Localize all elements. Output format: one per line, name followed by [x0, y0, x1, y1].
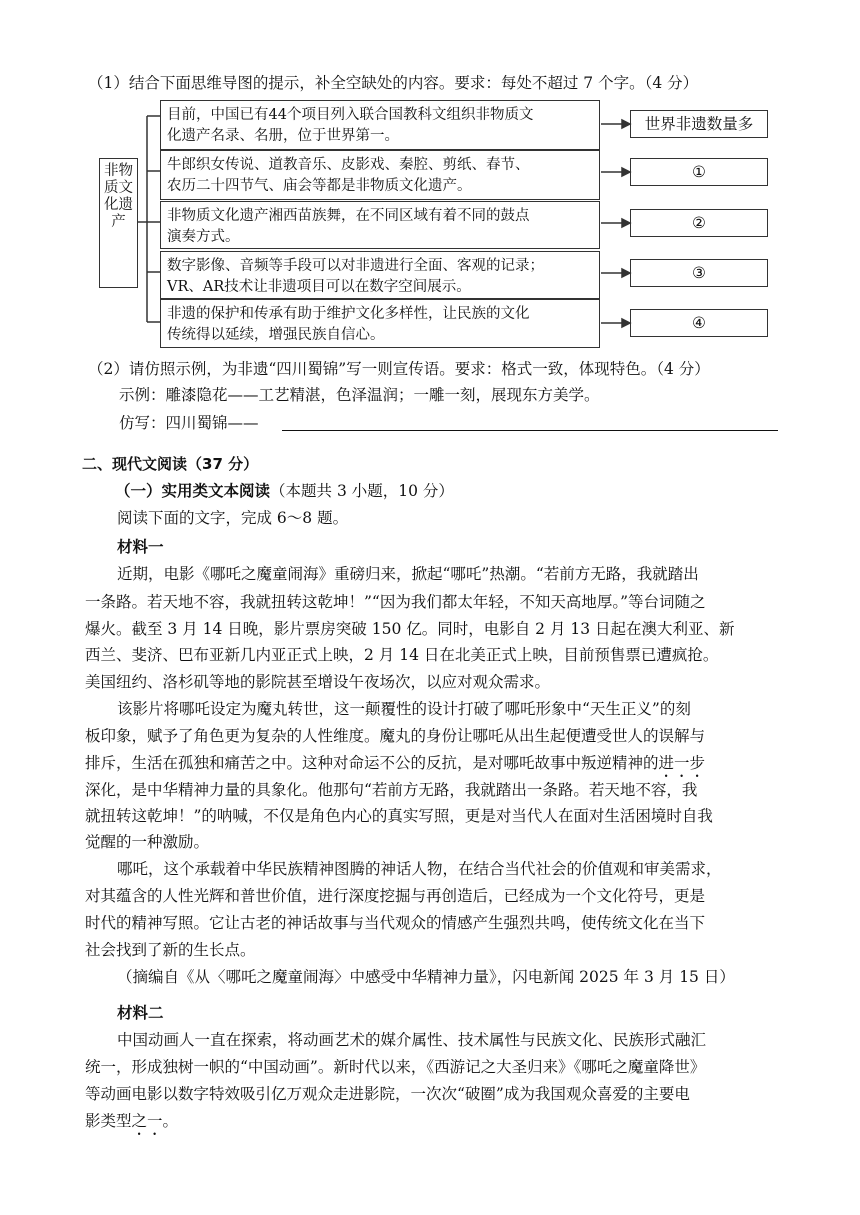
m1-p1-line: 近期，电影《哪吒之魔童闹海》重磅归来，掀起“哪吒”热潮。“若前方无路，我就踏出	[117, 565, 699, 583]
mindmap-answer-blank-2[interactable]: ②	[630, 209, 768, 237]
mindmap-item-text: 牛郎织女传说、道教音乐、皮影戏、秦腔、剪纸、春节、	[167, 157, 530, 173]
mindmap-item-text: 演奏方式。	[167, 229, 240, 245]
m1-p1-line: 西兰、斐济、巴布亚新几内亚正式上映，2 月 14 日在北美正式上映，目前预售票已遭疯抢。	[85, 646, 719, 664]
m2-p1-line: 等动画电影以数字特效吸引亿万观众走进影院，一次次“破圈”成为我国观众喜爱的主要电	[85, 1085, 690, 1103]
m1-p3-line: 对其蕴含的人性光辉和普世价值，进行深度挖掘与再创造后，已经成为一个文化符号，更是	[85, 887, 706, 905]
m1-p2-line: 觉醒的一种激励。	[85, 833, 210, 851]
mindmap-item-text: 非遗的保护和传承有助于维护文化多样性，让民族的文化	[167, 306, 530, 322]
mindmap-answer-blank-4[interactable]: ④	[630, 309, 768, 337]
mindmap-item-text: 非物质文化遗产湘西苗族舞，在不同区域有着不同的鼓点	[167, 208, 530, 224]
m1-p3-line: 社会找到了新的生长点。	[85, 941, 256, 959]
m1-source: （摘编自《从〈哪吒之魔童闹海〉中感受中华精神力量》，闪电新闻 2025 年 3 月 15 日）	[117, 968, 735, 986]
mindmap-answer-blank-3[interactable]: ③	[630, 259, 768, 287]
section-title: 二、现代文阅读（37 分）	[82, 455, 259, 473]
m2-p1-line: 中国动画人一直在探索，将动画艺术的媒介属性、技术属性与民族文化、民族形式融汇	[117, 1031, 707, 1049]
m1-p1-line: 一条路。若天地不容，我就扭转这乾坤！”“因为我们都太年轻，不知天高地厚。”等台词随之	[85, 593, 706, 611]
m2-p1-text: 影类型	[85, 1112, 132, 1130]
emphasized-word: 之一	[131, 1112, 163, 1130]
mindmap-item-2	[160, 150, 600, 200]
q2-answer-line[interactable]	[282, 430, 778, 431]
subsection-note: （本题共 3 小题，10 分）	[270, 482, 454, 500]
m1-p1-line: 爆火。截至 3 月 14 日晚，影片票房突破 150 亿。同时，电影自 2 月 13 日起在澳大利亚、新	[85, 620, 735, 638]
emphasized-word: 进一步	[658, 754, 706, 772]
mindmap-item-5	[160, 299, 600, 348]
m1-p2-line: 该影片将哪吒设定为魔丸转世，这一颠覆性的设计打破了哪吒形象中“天生正义”的刻	[117, 700, 691, 718]
m1-p2-line: 深化，是中华精神力量的具象化。他那句“若前方无路，我就踏出一条路。若天地不容，我	[85, 781, 698, 799]
subsection-title: （一）实用类文本阅读	[115, 482, 271, 500]
mindmap-item-text: 农历二十四节气、庙会等都是非物质文化遗产。	[167, 178, 472, 194]
m1-p3-line: 时代的精神写照。它让古老的神话故事与当代观众的情感产生强烈共鸣，使传统文化在当下	[85, 914, 706, 932]
mindmap-center-label: 非物质文化遗产	[104, 163, 133, 230]
mindmap-item-text: 化遗产名录、名册，位于世界第一。	[167, 128, 399, 144]
m1-p3-line: 哪吒，这个承载着中华民族精神图腾的神话人物，在结合当代社会的价值观和审美需求，	[117, 860, 722, 878]
subsection-heading	[115, 481, 454, 501]
m1-p2-text: 排斥，生活在孤独和痛苦之中。这种对命运不公的反抗，是对哪吒故事中叛逆精神的	[85, 754, 659, 772]
mindmap-item-1	[160, 100, 600, 150]
q2-example: 示例：雕漆隐花——工艺精湛，色泽温润；一雕一刻，展现东方美学。	[119, 386, 600, 404]
material-2-title: 材料二	[117, 1004, 164, 1022]
m1-p2-line	[85, 753, 705, 781]
mindmap-item-3	[160, 201, 600, 249]
mindmap-answer-blank-1[interactable]: ①	[630, 158, 768, 186]
q1-instruction: （1）结合下面思维导图的提示，补全空缺处的内容。要求：每处不超过 7 个字。（4 分）	[88, 74, 699, 92]
m2-p1-line	[85, 1111, 178, 1139]
m2-p1-line: 统一，形成独树一帜的“中国动画”。新时代以来，《西游记之大圣归来》《哪吒之魔童降世》	[85, 1058, 706, 1076]
mindmap-item-text: 目前，中国已有44个项目列入联合国教科文组织非物质文	[167, 107, 534, 123]
q2-imitate-label: 仿写：四川蜀锦——	[119, 414, 259, 432]
m1-p1-line: 美国纽约、洛杉矶等地的影院甚至增设午夜场次，以应对观众需求。	[85, 673, 551, 691]
m2-p1-text: 。	[162, 1112, 179, 1130]
m1-p2-line: 板印象，赋予了角色更为复杂的人性维度。魔丸的身份让哪吒从出生起便遭受世人的误解与	[85, 727, 706, 745]
mindmap-item-text: 数字影像、音频等手段可以对非遗进行全面、客观的记录；	[167, 258, 544, 274]
mindmap-center-box	[99, 158, 138, 288]
mindmap-item-text: 传统得以延续，增强民族自信心。	[167, 327, 385, 343]
mindmap-item-4	[160, 251, 600, 299]
m1-p2-line: 就扭转这乾坤！”的呐喊，不仅是角色内心的真实写照，更是对当代人在面对生活困境时自我	[85, 807, 713, 825]
mindmap-item-text: VR、AR技术让非遗项目可以在数字空间展示。	[167, 279, 471, 295]
q2-instruction: （2）请仿照示例，为非遗“四川蜀锦”写一则宣传语。要求：格式一致，体现特色。（4 分）	[88, 360, 710, 378]
material-1-title: 材料一	[117, 538, 164, 556]
mindmap-result-1: 世界非遗数量多	[630, 110, 768, 138]
reading-intro: 阅读下面的文字，完成 6～8 题。	[117, 509, 349, 527]
